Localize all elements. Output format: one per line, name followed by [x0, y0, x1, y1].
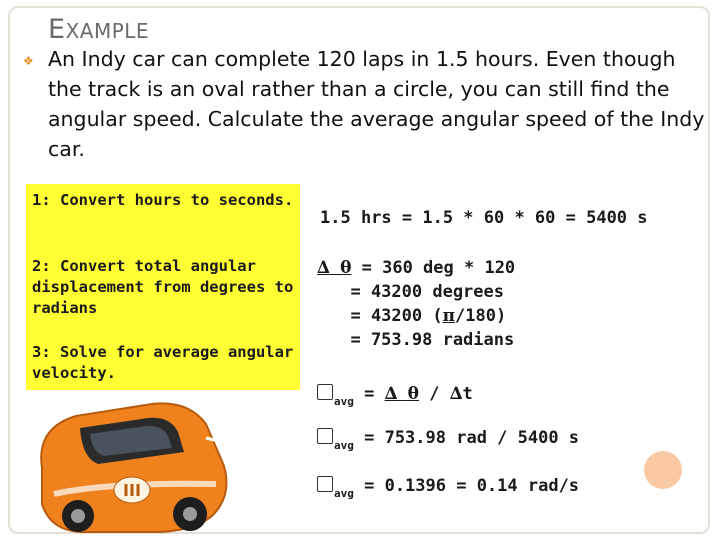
equation-3: $_{avg}$ = 0.1396 = 0.14 rad/s [317, 474, 579, 506]
displacement-line-2: = 43200 degrees [330, 282, 504, 302]
problem-statement: An Indy car can complete 120 laps in 1.5 hours. Even though the track is an oval rather than a circle, you can still find the angular speed. Calculate the average angular speed of the Indy car. [48, 47, 705, 161]
step-1: 1: Convert hours to seconds. [32, 191, 294, 209]
omega-glyph-icon [317, 384, 333, 400]
theta-symbol: θ [340, 258, 352, 278]
step1-calculation: 1.5 hrs = 1.5 * 60 * 60 = 5400 s [320, 208, 648, 228]
decorative-circle [644, 451, 682, 489]
slide-title: EXAMPLE [48, 14, 150, 45]
delta-symbol: ∆ [317, 258, 330, 278]
omega-glyph-icon [317, 476, 333, 492]
orange-bullet-icon: ❖ [23, 54, 34, 68]
displacement-line-3: = 43200 (π/180) [330, 306, 507, 326]
pi-symbol: π [442, 306, 456, 326]
omega-glyph-icon [317, 428, 333, 444]
race-car-icon [20, 398, 242, 538]
displacement-line-4: = 753.98 radians [330, 330, 515, 350]
displacement-line-1: ∆ θ = 360 deg * 120 [317, 258, 516, 278]
step-2: 2: Convert total angular displacement from degrees to radians [32, 257, 294, 317]
equation-1: $_{avg}$ = ∆ θ / ∆t [317, 382, 473, 414]
step-3: 3: Solve for average angular velocity. [32, 343, 294, 382]
equation-2: $_{avg}$ = 753.98 rad / 5400 s [317, 426, 579, 458]
